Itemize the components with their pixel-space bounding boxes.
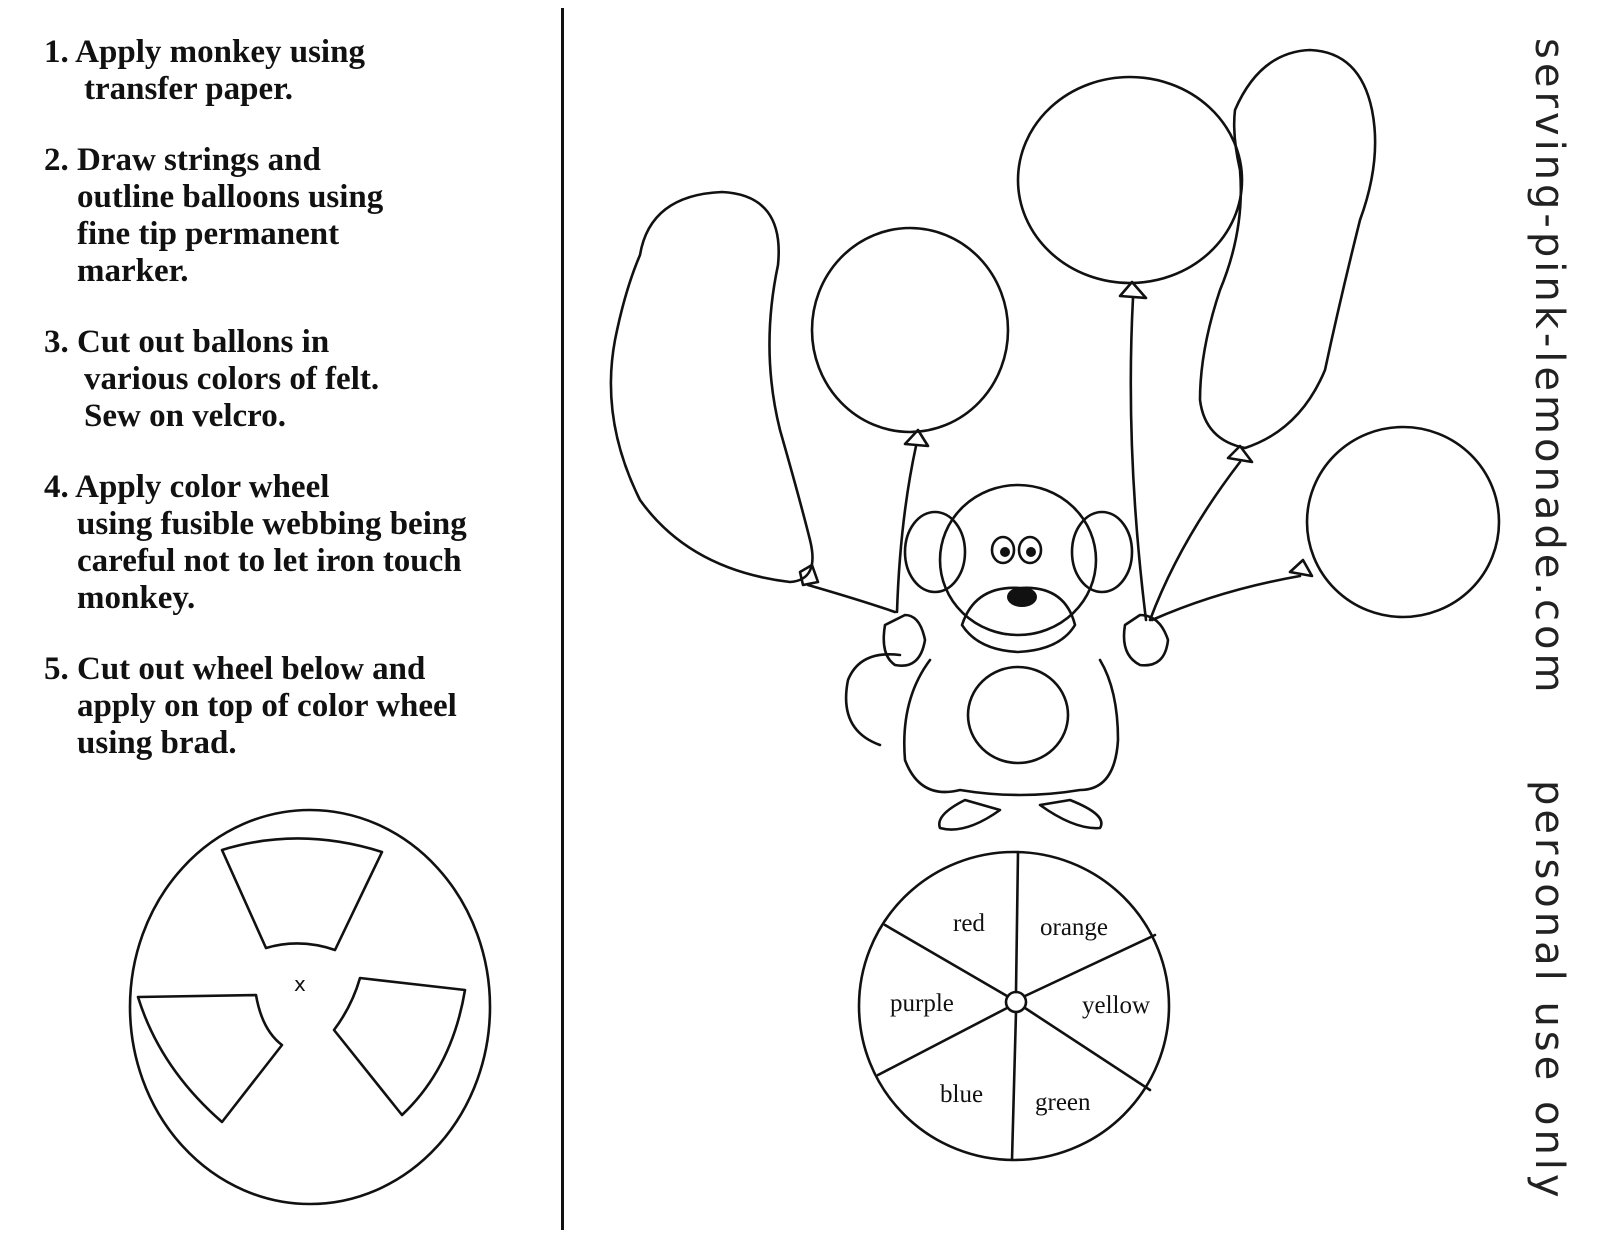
step-line: marker.: [77, 253, 189, 289]
step-line: careful not to let iron touch: [77, 543, 462, 579]
site-watermark: serving-pink-lemonade.com: [1526, 38, 1572, 697]
step-line: 2. Draw strings and: [44, 142, 321, 178]
step-line: 5. Cut out wheel below and: [44, 651, 426, 687]
balloon-knot-icon: [1120, 282, 1146, 298]
monkey-hand-left: [884, 615, 925, 666]
balloon-string: [1152, 576, 1300, 620]
balloon-round-right: [1307, 427, 1499, 617]
monkey-foot-right: [1040, 800, 1101, 828]
color-wheel-label-orange: orange: [1040, 914, 1109, 941]
step-line: using brad.: [77, 725, 237, 761]
balloon-long-left: [611, 192, 813, 582]
step-line: apply on top of color wheel: [77, 688, 457, 724]
monkey-ear-left: [905, 512, 965, 592]
color-wheel-label-yellow: yellow: [1082, 992, 1151, 1019]
step-line: using fusible webbing being: [77, 506, 467, 542]
balloon-round-top: [1018, 77, 1242, 283]
step-line: 1. Apply monkey using: [44, 34, 365, 70]
balloon-knot-icon: [1290, 560, 1312, 576]
balloon-string: [897, 446, 916, 612]
balloon-string: [1131, 298, 1146, 620]
balloon-string: [808, 585, 895, 612]
cutout-window-right: [334, 978, 465, 1115]
step-line: Sew on velcro.: [84, 398, 286, 434]
balloon-round-left: [812, 228, 1008, 432]
cutout-window-left: [138, 995, 282, 1122]
color-wheel-label-red: red: [953, 910, 985, 937]
step-line: transfer paper.: [84, 71, 293, 107]
monkey-mouth: [1007, 587, 1037, 607]
color-wheel: [859, 852, 1169, 1160]
step-line: fine tip permanent: [77, 216, 340, 252]
monkey-body: [904, 660, 1118, 795]
monkey-pupil-left: [1000, 547, 1010, 557]
monkey-ear-right: [1072, 512, 1132, 592]
step-line: outline balloons using: [77, 179, 384, 215]
balloons: [611, 50, 1499, 620]
monkey-pupil-right: [1026, 547, 1036, 557]
color-wheel-divider: [1025, 1008, 1150, 1090]
monkey-belly: [968, 667, 1068, 763]
cutout-wheel-center-mark: x: [294, 972, 306, 996]
balloon-string: [1150, 462, 1240, 620]
cutout-wheel: [130, 810, 490, 1204]
step-line: 4. Apply color wheel: [44, 469, 330, 505]
color-wheel-divider: [885, 925, 1007, 996]
balloon-long-right: [1200, 50, 1375, 448]
usage-note: personal use only: [1526, 780, 1572, 1202]
color-wheel-divider: [1016, 852, 1018, 992]
color-wheel-divider: [1025, 935, 1155, 996]
step-line: various colors of felt.: [84, 361, 380, 397]
color-wheel-label-green: green: [1035, 1089, 1091, 1116]
monkey-drawing: [846, 485, 1168, 830]
color-wheel-center-hole: [1006, 992, 1026, 1012]
step-line: 3. Cut out ballons in: [44, 324, 330, 360]
monkey-tail: [846, 654, 900, 745]
monkey-hand-right: [1124, 615, 1168, 665]
color-wheel-divider: [878, 1008, 1007, 1075]
step-line: monkey.: [77, 580, 196, 616]
monkey-foot-left: [939, 800, 1000, 830]
color-wheel-label-blue: blue: [940, 1081, 984, 1108]
balloon-knot-icon: [1228, 446, 1252, 462]
cutout-wheel-outer-circle: [130, 810, 490, 1204]
color-wheel-divider: [1012, 1012, 1016, 1160]
balloon-knot-icon: [800, 565, 818, 585]
cutout-window-top: [222, 838, 382, 950]
color-wheel-label-purple: purple: [890, 990, 954, 1017]
